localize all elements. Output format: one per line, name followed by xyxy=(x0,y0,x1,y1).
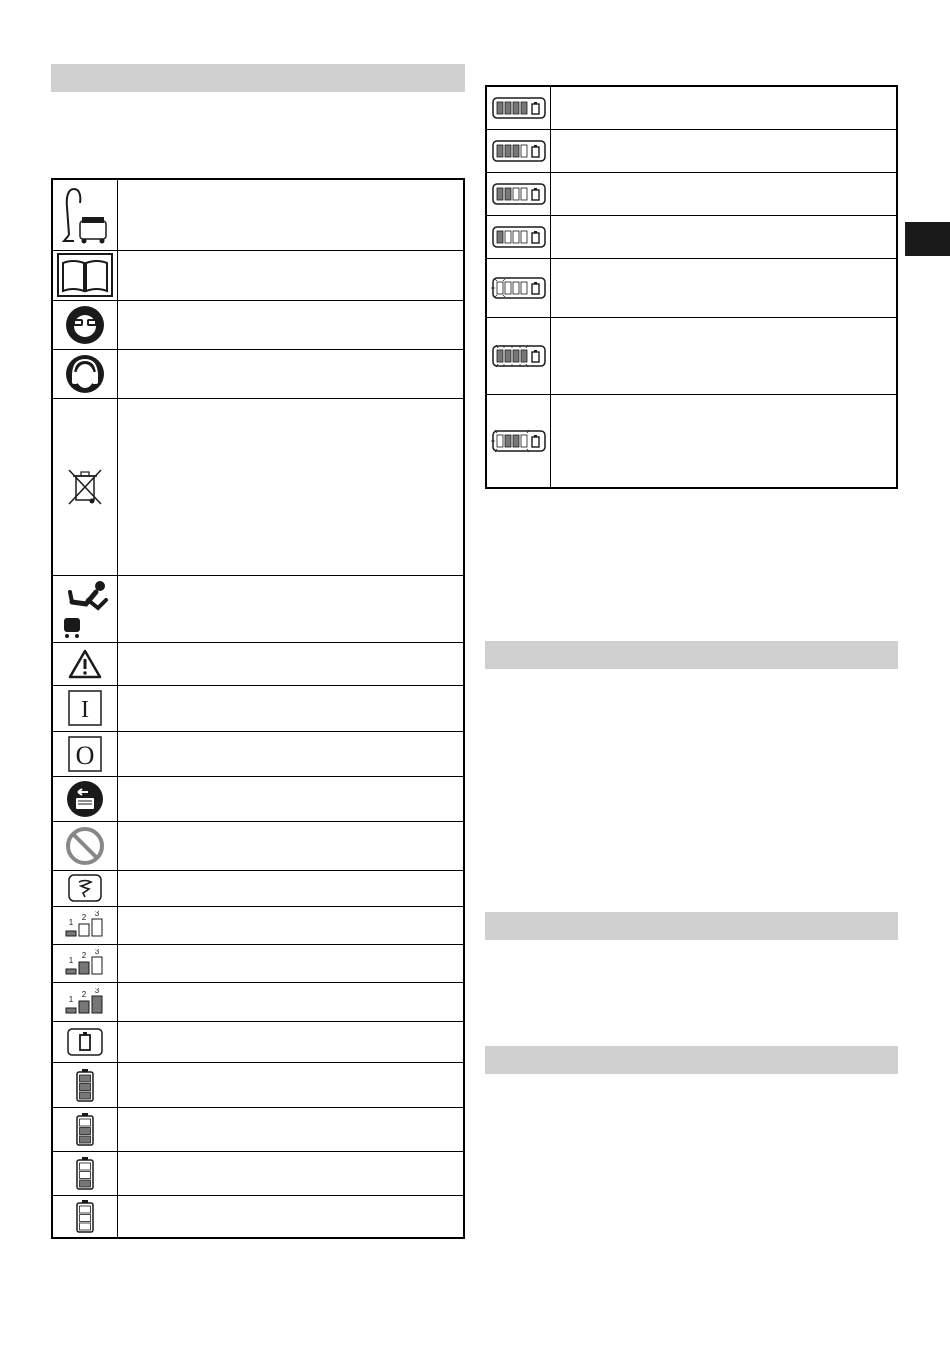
table-row xyxy=(52,1151,464,1195)
table-row xyxy=(52,1062,464,1107)
symbol-description xyxy=(118,575,465,642)
suction-cyclone-icon xyxy=(52,870,118,906)
symbol-description xyxy=(118,685,465,731)
battery-charge-3-icon xyxy=(52,1062,118,1107)
symbol-description xyxy=(118,300,465,349)
table-row xyxy=(486,394,897,488)
symbol-description xyxy=(118,731,465,776)
table-row xyxy=(52,250,464,300)
suction-level-number: 1 xyxy=(68,956,74,965)
eye-protection-icon xyxy=(52,300,118,349)
prohibition-icon xyxy=(52,821,118,870)
suction-level-number: 1 xyxy=(68,994,74,1004)
symbol-description xyxy=(551,172,898,215)
suction-level-number: 2 xyxy=(81,951,87,960)
symbol-description xyxy=(551,317,898,394)
table-row xyxy=(52,349,464,398)
battery-icon xyxy=(52,1021,118,1062)
table-row xyxy=(52,1107,464,1151)
table-row xyxy=(52,1195,464,1238)
battery-display-all-flashing-icon xyxy=(486,317,551,394)
battery-charge-0-icon xyxy=(52,1195,118,1238)
suction-level-number: 2 xyxy=(81,989,87,999)
filter-cleaning-icon xyxy=(52,776,118,821)
battery-display-2-icon xyxy=(486,172,551,215)
battery-display-1-icon xyxy=(486,215,551,258)
symbol-description xyxy=(551,86,898,129)
table-row xyxy=(52,1021,464,1062)
suction-level-3-icon xyxy=(52,982,118,1021)
table-row xyxy=(52,870,464,906)
symbol-description xyxy=(118,250,465,300)
symbol-description xyxy=(118,1062,465,1107)
symbol-description xyxy=(118,944,465,982)
symbol-description xyxy=(118,349,465,398)
power-on-icon xyxy=(52,685,118,731)
weee-disposal-icon xyxy=(52,398,118,575)
table-row xyxy=(52,398,464,575)
symbol-description xyxy=(118,906,465,944)
battery-display-4-icon xyxy=(486,86,551,129)
suction-level-number: 3 xyxy=(94,987,100,995)
battery-charge-1-icon xyxy=(52,1151,118,1195)
table-row xyxy=(486,258,897,317)
suction-level-number: 1 xyxy=(68,918,74,927)
read-manual-icon xyxy=(52,250,118,300)
ear-protection-icon xyxy=(52,349,118,398)
symbol-table xyxy=(51,178,465,1239)
section-header-bar xyxy=(485,1046,898,1074)
power-on-glyph: I xyxy=(81,697,89,723)
table-row xyxy=(52,731,464,776)
battery-display-3-icon xyxy=(486,129,551,172)
table-row xyxy=(486,86,897,129)
symbol-description xyxy=(118,821,465,870)
suction-level-number: 3 xyxy=(94,911,100,918)
battery-display-1-flashing-icon xyxy=(486,258,551,317)
warning-triangle-icon xyxy=(52,642,118,685)
table-row xyxy=(486,172,897,215)
tipping-hazard-icon xyxy=(52,575,118,642)
table-row xyxy=(52,944,464,982)
symbol-description xyxy=(551,215,898,258)
vacuum-cleaner-icon xyxy=(52,179,118,250)
table-row xyxy=(52,685,464,731)
symbol-description xyxy=(118,1195,465,1238)
table-row xyxy=(486,129,897,172)
symbol-description xyxy=(118,642,465,685)
power-off-glyph: O xyxy=(75,740,95,770)
battery-display-table xyxy=(485,85,898,489)
chapter-tab-marker xyxy=(905,222,950,256)
section-header-bar xyxy=(485,641,898,669)
table-row xyxy=(486,317,897,394)
table-row xyxy=(52,642,464,685)
symbol-description xyxy=(118,870,465,906)
power-off-icon xyxy=(52,731,118,776)
battery-display-alternating-flashing-icon xyxy=(486,394,551,488)
section-header-bar xyxy=(485,912,898,940)
suction-level-2-icon xyxy=(52,944,118,982)
table-row xyxy=(52,906,464,944)
table-row xyxy=(52,179,464,250)
symbol-description xyxy=(118,179,465,250)
symbol-description xyxy=(118,1021,465,1062)
table-row xyxy=(52,575,464,642)
symbol-description xyxy=(118,398,465,575)
symbol-description xyxy=(551,129,898,172)
table-row xyxy=(52,300,464,349)
symbol-description xyxy=(118,982,465,1021)
symbol-description xyxy=(551,258,898,317)
suction-level-number: 3 xyxy=(94,949,100,956)
table-row xyxy=(486,215,897,258)
symbol-description xyxy=(118,776,465,821)
table-row xyxy=(52,982,464,1021)
symbol-description xyxy=(551,394,898,488)
suction-level-number: 2 xyxy=(81,913,87,922)
symbol-description xyxy=(118,1151,465,1195)
table-row xyxy=(52,776,464,821)
table-row xyxy=(52,821,464,870)
section-header-bar xyxy=(51,64,465,92)
symbol-description xyxy=(118,1107,465,1151)
battery-charge-2-icon xyxy=(52,1107,118,1151)
suction-level-1-icon xyxy=(52,906,118,944)
